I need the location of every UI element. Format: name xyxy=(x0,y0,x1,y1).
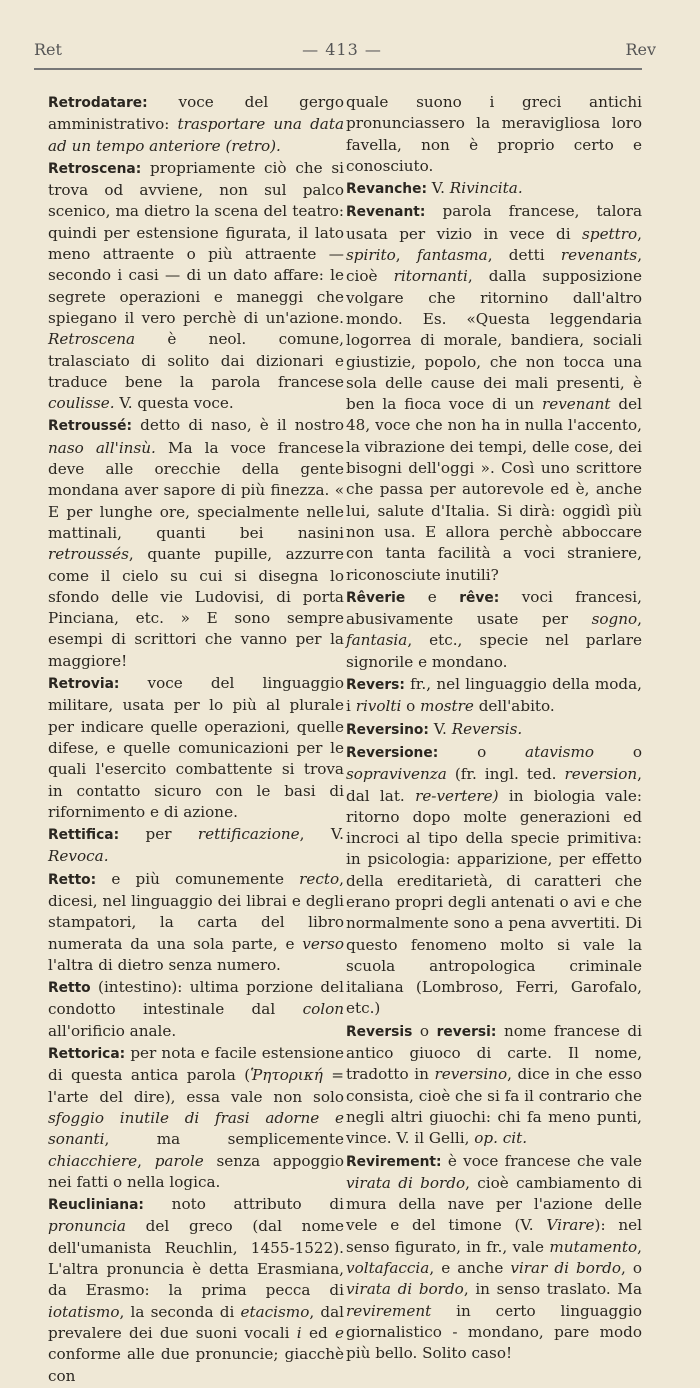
entry-text: , etc., specie nel parlare signorile e mondano. xyxy=(346,631,642,671)
entry-headword: Reversino: xyxy=(346,721,429,738)
entry-text: per xyxy=(119,825,198,844)
dictionary-entry-retto1 xyxy=(48,869,344,976)
entry-text: , xyxy=(637,610,642,629)
entry-text: , dalla supposizione volgare che ritornino dall'altro mondo. Es. «Questa leggendaria logorrea di morale, bandiera, sociali giustizie, popolo, che non tocca una sola delle cause dei mali presenti, è ben la fioca voce di un xyxy=(346,267,642,414)
entry-text: conforme alle due pronuncie; giacchè con xyxy=(48,1345,344,1385)
entry-headword: Reucliniana: xyxy=(48,1197,144,1214)
entry-italic-text: etacismo xyxy=(240,1302,310,1321)
dictionary-entry-reversione xyxy=(346,742,642,1020)
entry-text: è voce francese che vale xyxy=(441,1151,642,1170)
entry-italic-text: sopravivenza xyxy=(346,765,447,784)
entry-text: nome francese di antico giuoco di carte. Il nome, tradotto in xyxy=(346,1021,642,1084)
entry-italic-text: rettificazione xyxy=(197,825,300,844)
entry-italic-text: re-vertere) xyxy=(415,786,499,805)
entry-text: , cioè cambiamento di mura della nave per l'azione delle vele e del timone (V. xyxy=(346,1173,642,1235)
dictionary-entry-retrovia xyxy=(48,673,344,823)
dictionary-entry-revenant xyxy=(346,201,642,585)
entry-text: , xyxy=(637,1237,642,1256)
entry-text: in biologia vale: ritorno dopo molte generazioni ed incroci al tipo della specie primitiva: in psicologia: apparizione, per effetto della ereditarietà, di caratteri che erano propri degli antenati o avi e che normalmente sono a pena avvertiti. Di questo fenomeno molto si vale la scuola antropologica criminale italiana (Lombroso, Ferri, Garofalo, etc.) xyxy=(346,786,643,1018)
entry-text: , dice in che esso consista, cioè che si fa il contrario che negli altri giuochi: chi fa meno punti, vince. V. il Gelli, xyxy=(346,1065,642,1148)
entry-text: parola francese, talora usata per vizio in vece di xyxy=(346,202,642,243)
entry-text: (intestino): ultima porzione del condotto intestinale dal xyxy=(48,978,344,1019)
entry-headword: Rêverie xyxy=(346,589,406,606)
dictionary-entry-revirement xyxy=(346,1151,642,1365)
entry-text: Ma la voce francese deve alle orecchie della gente mondana aver sapore di più finezza. « E per lunghe ore, specialmente nelle mattinali, quanti bei nasini xyxy=(48,438,345,542)
entry-text: V. questa voce. xyxy=(114,394,234,413)
entry-italic-text: op. cit. xyxy=(474,1129,528,1148)
entry-text: voce del gergo amministrativo: xyxy=(48,93,344,134)
running-header xyxy=(28,40,656,64)
entry-text: o xyxy=(438,742,526,761)
dictionary-entry-revanche xyxy=(346,178,642,200)
entry-headword: reversi: xyxy=(436,1023,497,1040)
entry-text: , xyxy=(637,224,642,243)
entry-text: in certo linguaggio giornalistico - mondano, pare modo più bello. Solito caso! xyxy=(346,1301,642,1363)
entry-text: e xyxy=(405,587,460,606)
left-column xyxy=(48,92,344,1388)
entry-text: ): nel senso figurato, in fr., vale xyxy=(346,1216,642,1256)
page-number: — 413 — xyxy=(302,40,382,59)
entry-text: senza appoggio nei fatti o nella logica. xyxy=(48,1151,344,1191)
right-column xyxy=(346,92,642,1366)
entry-italic-text: revenants xyxy=(560,246,638,265)
header-left-guide-word: Ret xyxy=(34,40,62,59)
entry-text: l'altra di dietro senza numero. xyxy=(48,955,281,974)
entry-text: , in senso traslato. Ma xyxy=(463,1280,642,1299)
entry-italic-text: reversion xyxy=(564,765,638,784)
entry-italic-text: spettro xyxy=(582,224,638,243)
entry-text: , dal lat. xyxy=(346,765,642,805)
dictionary-entry-cont xyxy=(346,92,642,177)
entry-italic-text: voltafaccia xyxy=(346,1259,430,1278)
entry-text: per nota e facile estensione di questa antica parola ( xyxy=(48,1044,344,1085)
entry-italic-text: i xyxy=(296,1323,302,1342)
entry-headword: Revirement: xyxy=(346,1153,442,1170)
entry-headword: Rettifica: xyxy=(48,827,120,844)
entry-text: del greco (dal nome dell'umanista Reuchlin, 1455-1522). L'altra pronuncia è detta Erasmiana, da Erasmo: la prima pecca di xyxy=(48,1217,344,1300)
entry-text: V. xyxy=(428,719,452,738)
entry-headword: Revenant: xyxy=(346,204,426,221)
entry-italic-text: Retroscena xyxy=(48,330,136,349)
entry-headword: Retroussé: xyxy=(48,418,132,435)
entry-italic-text: revenant xyxy=(541,395,611,414)
entry-headword: rêve: xyxy=(459,589,500,606)
entry-italic-text: fantasia xyxy=(346,631,408,650)
entry-text: all'orificio anale. xyxy=(48,1021,177,1040)
entry-headword: Revers: xyxy=(346,677,405,694)
entry-text: quale suono i greci antichi pronunciassero la meravigliosa loro favella, non è proprio certo e conosciuto. xyxy=(346,93,642,175)
entry-italic-text: revirement xyxy=(346,1301,432,1320)
entry-text: , xyxy=(395,246,417,265)
entry-italic-text: colon xyxy=(302,1000,344,1019)
dictionary-entry-reversino xyxy=(346,719,642,741)
entry-headword: Revanche: xyxy=(346,181,427,198)
entry-text: del 48, voce che non ha in nulla l'accento, la vibrazione dei tempi, delle cose, dei bisogni dell'oggi ». Così uno scrittore che passa per autorevole ed è, anche lui, salute d'Italia. Si dirà: oggidì più non usa. E allora perchè abboccare con tanta facilità a voci straniere, riconosciute inutili? xyxy=(346,395,642,584)
entry-text: , quante pupille, azzurre come il cielo su cui si disegna lo sfondo delle vie Ludovisi, di porta Pinciana, etc. » E sono sempre esempi di scrittori che vanno per la maggiore! xyxy=(48,545,344,670)
entry-italic-text: parole xyxy=(154,1151,204,1170)
entry-italic-text: trasportare una data ad un tempo anteriore (retro). xyxy=(48,115,344,155)
entry-italic-text: spirito xyxy=(346,246,396,265)
entry-headword: Retrodatare: xyxy=(48,95,148,111)
entry-italic-text: sfoggio inutile di frasi adorne e sonanti xyxy=(48,1108,344,1149)
entry-italic-text: chiacchiere xyxy=(48,1151,138,1170)
entry-italic-text: coulisse. xyxy=(48,394,115,413)
entry-headword: Reversis xyxy=(346,1023,413,1040)
entry-text: , detti xyxy=(487,246,561,265)
entry-italic-text: fantasma xyxy=(416,246,488,265)
dictionary-entry-rettifica xyxy=(48,824,344,868)
entry-text: noto attributo di xyxy=(143,1195,344,1214)
entry-text: ed xyxy=(301,1323,335,1342)
entry-text: o xyxy=(594,742,642,761)
entry-text: , V. xyxy=(299,825,344,844)
entry-italic-text: Virare xyxy=(546,1216,595,1235)
dictionary-entry-retrodatare xyxy=(48,92,344,157)
entry-text: , e anche xyxy=(429,1259,511,1278)
entry-text: , dicesi, nel linguaggio dei librai e degli stampatori, la carta del libro numerata da una sola parte, e xyxy=(48,869,344,953)
dictionary-entry-reucliniana xyxy=(48,1194,344,1387)
dictionary-entry-reverie xyxy=(346,587,642,673)
entry-text: , o xyxy=(620,1259,642,1278)
entry-italic-text: virar di bordo xyxy=(510,1259,621,1278)
entry-text: e più comunemente xyxy=(96,869,300,888)
entry-italic-text: mostre xyxy=(420,697,474,716)
entry-headword: Retto: xyxy=(48,871,97,888)
entry-italic-text: pronuncia xyxy=(48,1217,126,1236)
entry-text: fr., nel linguaggio della moda, i xyxy=(346,675,642,716)
entry-italic-text: iotatismo xyxy=(48,1302,120,1321)
entry-text: (fr. ingl. ted. xyxy=(446,765,565,784)
dictionary-entry-retto2 xyxy=(48,977,344,1042)
entry-text: propriamente ciò che si trova od avviene, non sul palco scenico, ma dietro la scena del teatro: quindi per estensione figurata, il lato meno attraente o più attraente — secondo i casi — di un dato affare: le segrete operazioni e maneggi che spiegano il vero perchè di un'azione. xyxy=(48,158,344,327)
entry-text: , la seconda di xyxy=(119,1302,241,1321)
entry-italic-text: virata di bordo xyxy=(346,1280,464,1299)
entry-text: , dal prevalere dei due suoni vocali xyxy=(48,1302,344,1342)
entry-italic-text: atavismo xyxy=(525,742,595,761)
dictionary-entry-retrousse xyxy=(48,415,344,672)
entry-text: voci francesi, abusivamente usate per xyxy=(346,587,642,629)
dictionary-entry-rettorica xyxy=(48,1043,344,1193)
dictionary-entry-revers xyxy=(346,674,642,718)
entry-italic-text: sogno xyxy=(591,610,638,629)
entry-italic-text: rivolti xyxy=(355,697,402,716)
entry-italic-text: Ῥητορική xyxy=(250,1066,323,1085)
header-rule xyxy=(34,68,642,70)
entry-text: o xyxy=(401,697,421,716)
entry-italic-text: e xyxy=(335,1323,344,1342)
entry-italic-text: retroussés xyxy=(48,545,129,564)
entry-headword: Retto xyxy=(48,980,91,997)
entry-headword: Reversione: xyxy=(346,744,439,761)
entry-italic-text: Rivincita. xyxy=(449,179,523,198)
entry-text: dell'abito. xyxy=(473,697,555,716)
entry-italic-text: Reversis. xyxy=(451,719,523,738)
dictionary-entry-retroscena xyxy=(48,158,344,415)
entry-italic-text: ritornanti xyxy=(393,267,468,286)
entry-italic-text: recto xyxy=(299,869,340,888)
entry-headword: Rettorica: xyxy=(48,1046,126,1063)
entry-italic-text: verso xyxy=(302,934,344,953)
entry-text: V. xyxy=(426,179,450,198)
entry-headword: Retrovia: xyxy=(48,676,120,693)
entry-text: detto di naso, è il nostro xyxy=(131,416,344,435)
entry-text: o xyxy=(412,1021,437,1040)
entry-text: è neol. comune, tralasciato di solito dai dizionari e traduce bene la parola francese xyxy=(48,330,344,391)
entry-text: , cioè xyxy=(346,246,643,286)
entry-text: , ma semplicemente xyxy=(104,1130,344,1149)
entry-italic-text: reversino xyxy=(434,1065,508,1084)
header-right-guide-word: Rev xyxy=(625,40,656,59)
entry-italic-text: mutamento xyxy=(549,1237,638,1256)
entry-headword: Retroscena: xyxy=(48,160,142,177)
entry-text: = l'arte del dire), essa vale non solo xyxy=(48,1066,344,1106)
entry-italic-text: virata di bordo xyxy=(346,1173,466,1192)
dictionary-entry-reversis xyxy=(346,1021,642,1150)
entry-italic-text: naso all'insù. xyxy=(48,438,156,457)
entry-italic-text: Revoca. xyxy=(48,847,109,866)
entry-text: voce del linguaggio militare, usata per lo più al plurale per indicare quelle operazioni, quelle difese, e quelle comunicazioni per le quali l'esercito combattente si trova in contatto sicuro con le basi di rifornimento e di azione. xyxy=(48,674,344,821)
entry-text: , xyxy=(137,1151,155,1170)
